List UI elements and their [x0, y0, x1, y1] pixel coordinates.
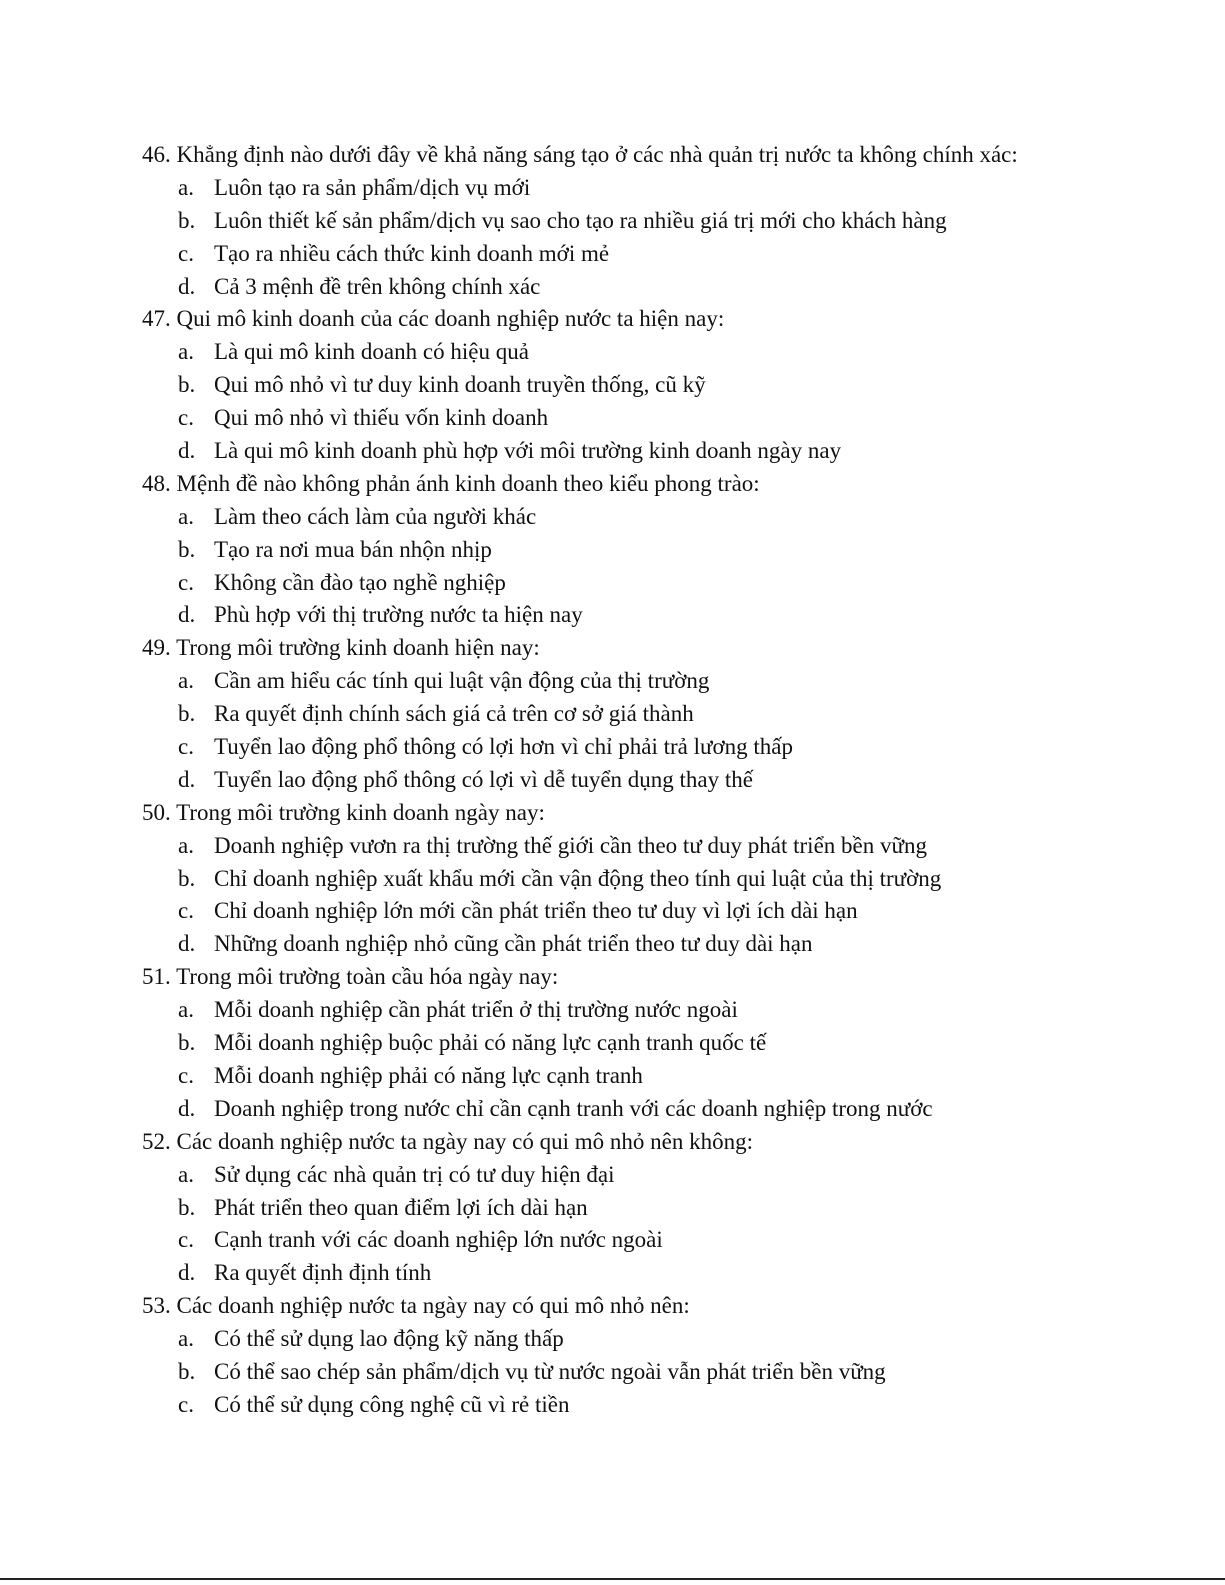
option-letter: d. [178, 1095, 196, 1121]
option-letter: c. [178, 405, 194, 431]
question-title [142, 139, 1142, 172]
question-47 [142, 303, 1142, 467]
option-text: Chỉ doanh nghiệp lớn mới cần phát triển theo tư duy vì lợi ích dài hạn [214, 898, 858, 924]
question-50 [142, 797, 1142, 961]
question-51 [142, 961, 1142, 1125]
option-letter: b. [178, 865, 196, 891]
question-text: Trong môi trường kinh doanh hiện nay: [176, 635, 540, 661]
option-text: Tạo ra nhiều cách thức kinh doanh mới mẻ [214, 240, 610, 266]
option-letter: a. [178, 832, 194, 858]
option-text: Luôn thiết kế sản phẩm/dịch vụ sao cho tạo ra nhiều giá trị mới cho khách hàng [214, 207, 947, 233]
option-letter: d. [178, 931, 196, 957]
option-text: Có thể sử dụng lao động kỹ năng thấp [214, 1326, 564, 1352]
option-letter: b. [178, 1358, 196, 1384]
option-letter: a. [178, 668, 194, 694]
option-c [142, 1389, 1142, 1422]
option-text: Có thể sử dụng công nghệ cũ vì rẻ tiền [214, 1391, 570, 1417]
option-letter: b. [178, 372, 196, 398]
option-text: Doanh nghiệp trong nước chỉ cần cạnh tranh với các doanh nghiệp trong nước [214, 1095, 933, 1121]
option-c [142, 567, 1142, 600]
option-text: Tạo ra nơi mua bán nhộn nhịp [214, 536, 492, 562]
option-b [142, 1356, 1142, 1389]
question-number: 52. [142, 1128, 171, 1154]
option-letter: a. [178, 1161, 194, 1187]
option-b [142, 205, 1142, 238]
question-number: 46. [142, 142, 171, 167]
option-text: Luôn tạo ra sản phẩm/dịch vụ mới [214, 174, 531, 200]
option-d [142, 599, 1142, 632]
option-text: Cả 3 mệnh đề trên không chính xác [214, 273, 541, 299]
option-text: Sử dụng các nhà quản trị có tư duy hiện đại [214, 1161, 615, 1187]
option-list [142, 172, 1142, 304]
option-letter: a. [178, 174, 194, 200]
question-list [142, 139, 1142, 1422]
question-text: Mệnh đề nào không phản ánh kinh doanh theo kiểu phong trào: [176, 470, 760, 496]
question-title [142, 1126, 1142, 1159]
option-list [142, 1323, 1142, 1422]
option-list [142, 665, 1142, 797]
option-letter: d. [178, 273, 196, 299]
question-number: 50. [142, 799, 171, 825]
option-d [142, 435, 1142, 468]
option-b [142, 698, 1142, 731]
question-53 [142, 1290, 1142, 1422]
option-text: Mỗi doanh nghiệp phải có năng lực cạnh tranh [214, 1062, 643, 1088]
option-text: Tuyển lao động phổ thông có lợi vì dễ tuyển dụng thay thế [214, 766, 753, 792]
option-letter: c. [178, 240, 194, 266]
option-text: Doanh nghiệp vươn ra thị trường thế giới cần theo tư duy phát triển bền vững [214, 832, 927, 858]
question-46 [142, 139, 1142, 303]
question-text: Trong môi trường toàn cầu hóa ngày nay: [176, 964, 559, 990]
option-list [142, 336, 1142, 468]
page-bottom-divider [0, 1578, 1225, 1580]
option-c [142, 1060, 1142, 1093]
option-list [142, 994, 1142, 1126]
option-b [142, 534, 1142, 567]
option-d [142, 764, 1142, 797]
option-letter: c. [178, 898, 194, 924]
option-text: Cần am hiểu các tính qui luật vận động của thị trường [214, 668, 710, 694]
option-letter: c. [178, 1391, 194, 1417]
option-list [142, 830, 1142, 962]
option-text: Những doanh nghiệp nhỏ cũng cần phát triển theo tư duy dài hạn [214, 931, 813, 957]
option-letter: c. [178, 1062, 194, 1088]
option-letter: a. [178, 503, 194, 529]
option-b [142, 369, 1142, 402]
option-letter: d. [178, 438, 196, 464]
option-text: Cạnh tranh với các doanh nghiệp lớn nước ngoài [214, 1227, 663, 1253]
option-text: Là qui mô kinh doanh phù hợp với môi trường kinh doanh ngày nay [214, 438, 842, 464]
option-letter: c. [178, 734, 194, 760]
option-letter: b. [178, 701, 196, 727]
option-d [142, 271, 1142, 304]
question-text: Các doanh nghiệp nước ta ngày nay có qui mô nhỏ nên không: [176, 1128, 754, 1154]
question-text: Qui mô kinh doanh của các doanh nghiệp nước ta hiện nay: [176, 306, 725, 332]
question-text: Khẳng định nào dưới đây về khả năng sáng tạo ở các nhà quản trị nước ta không chính xác: [176, 142, 1018, 167]
question-number: 47. [142, 306, 171, 332]
option-text: Mỗi doanh nghiệp buộc phải có năng lực cạnh tranh quốc tế [214, 1030, 767, 1056]
option-text: Không cần đào tạo nghề nghiệp [214, 569, 506, 595]
option-d [142, 1257, 1142, 1290]
option-a [142, 830, 1142, 863]
option-c [142, 731, 1142, 764]
option-text: Phù hợp với thị trường nước ta hiện nay [214, 602, 583, 628]
option-c [142, 238, 1142, 271]
option-letter: c. [178, 569, 194, 595]
question-number: 49. [142, 635, 171, 661]
option-c [142, 402, 1142, 435]
option-text: Qui mô nhỏ vì tư duy kinh doanh truyền thống, cũ kỹ [214, 372, 706, 398]
option-text: Chỉ doanh nghiệp xuất khẩu mới cần vận động theo tính qui luật của thị trường [214, 865, 942, 891]
question-title [142, 468, 1142, 501]
option-b [142, 863, 1142, 896]
option-text: Ra quyết định định tính [214, 1260, 432, 1286]
option-a [142, 172, 1142, 205]
option-letter: a. [178, 1326, 194, 1352]
option-a [142, 994, 1142, 1027]
question-title [142, 1290, 1142, 1323]
question-48 [142, 468, 1142, 632]
question-title [142, 632, 1142, 665]
option-a [142, 336, 1142, 369]
option-text: Tuyển lao động phổ thông có lợi hơn vì chỉ phải trả lương thấp [214, 734, 793, 760]
question-title [142, 961, 1142, 994]
question-text: Các doanh nghiệp nước ta ngày nay có qui mô nhỏ nên: [176, 1293, 690, 1319]
option-d [142, 1093, 1142, 1126]
option-list [142, 1159, 1142, 1291]
question-49 [142, 632, 1142, 796]
option-a [142, 665, 1142, 698]
option-d [142, 928, 1142, 961]
option-letter: a. [178, 339, 194, 365]
option-letter: b. [178, 536, 196, 562]
question-title [142, 303, 1142, 336]
question-number: 51. [142, 964, 171, 990]
option-letter: b. [178, 207, 196, 233]
question-title [142, 797, 1142, 830]
option-text: Có thể sao chép sản phẩm/dịch vụ từ nước ngoài vẫn phát triển bền vững [214, 1358, 886, 1384]
question-52 [142, 1126, 1142, 1290]
option-letter: d. [178, 602, 196, 628]
option-c [142, 895, 1142, 928]
option-b [142, 1027, 1142, 1060]
option-a [142, 1159, 1142, 1192]
option-text: Mỗi doanh nghiệp cần phát triển ở thị trường nước ngoài [214, 997, 738, 1023]
option-letter: c. [178, 1227, 194, 1253]
option-a [142, 501, 1142, 534]
question-number: 48. [142, 470, 171, 496]
option-text: Là qui mô kinh doanh có hiệu quả [214, 339, 529, 365]
option-letter: b. [178, 1030, 196, 1056]
option-letter: a. [178, 997, 194, 1023]
option-b [142, 1192, 1142, 1225]
option-letter: d. [178, 766, 196, 792]
option-text: Phát triển theo quan điểm lợi ích dài hạn [214, 1194, 588, 1220]
option-text: Làm theo cách làm của người khác [214, 503, 537, 529]
option-letter: b. [178, 1194, 196, 1220]
question-text: Trong môi trường kinh doanh ngày nay: [176, 799, 545, 825]
option-a [142, 1323, 1142, 1356]
option-c [142, 1224, 1142, 1257]
question-number: 53. [142, 1293, 171, 1319]
option-letter: d. [178, 1260, 196, 1286]
option-list [142, 501, 1142, 633]
option-text: Qui mô nhỏ vì thiếu vốn kinh doanh [214, 405, 549, 431]
option-text: Ra quyết định chính sách giá cả trên cơ sở giá thành [214, 701, 694, 727]
